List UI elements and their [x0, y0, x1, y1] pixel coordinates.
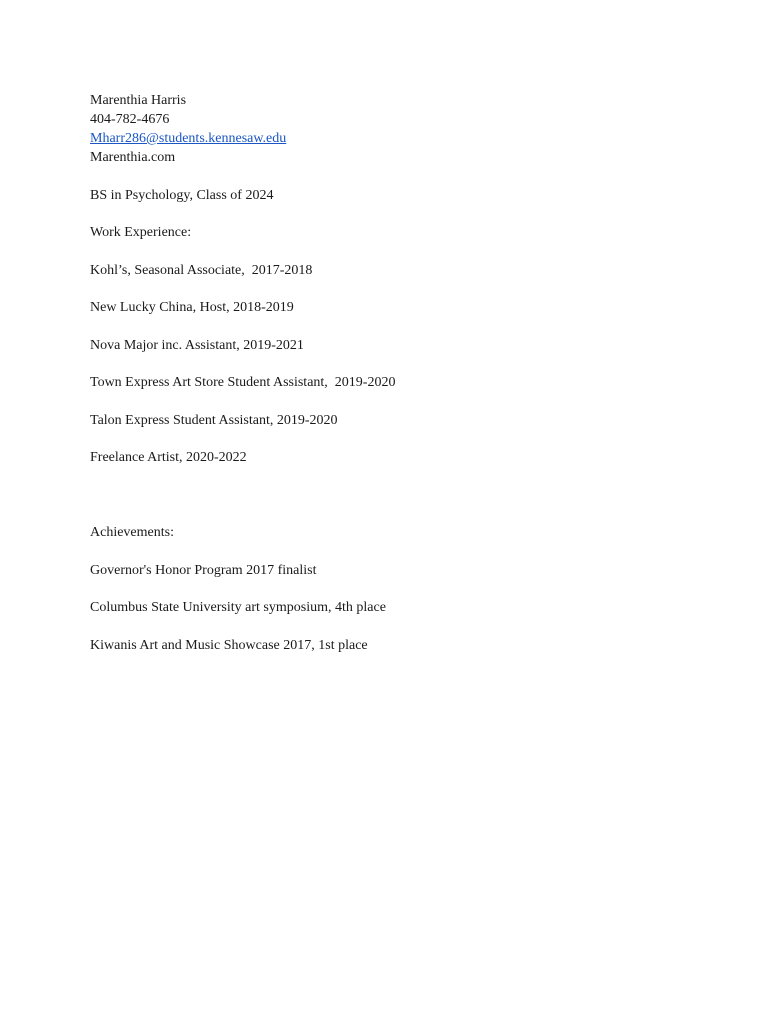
resume-body [90, 91, 690, 655]
work-item: Freelance Artist, 2020-2022 [90, 450, 247, 465]
work-item: Nova Major inc. Assistant, 2019-2021 [90, 337, 304, 353]
work-experience-heading: Work Experience: [90, 225, 192, 240]
work-item: Talon Express Student Assistant, 2019-2020 [90, 412, 338, 428]
contact-website: Marenthia.com [90, 150, 176, 165]
work-experience-list [90, 261, 690, 468]
work-item: New Lucky China, Host, 2018-2019 [90, 300, 294, 315]
work-item: Kohl’s, Seasonal Associate, 2017-2018 [90, 262, 313, 278]
education-line: BS in Psychology, Class of 2024 [90, 187, 274, 203]
achievement-item: Governor's Honor Program 2017 finalist [90, 562, 317, 578]
achievements-list [90, 561, 690, 655]
contact-email-link[interactable]: Mharr286@students.kennesaw.edu [90, 131, 287, 146]
contact-name: Marenthia Harris [90, 93, 187, 108]
contact-block [90, 91, 690, 167]
achievement-item: Columbus State University art symposium, 4th place [90, 600, 386, 615]
contact-phone: 404-782-4676 [90, 112, 170, 127]
work-item: Town Express Art Store Student Assistant, 2019-2020 [90, 375, 396, 390]
achievement-item: Kiwanis Art and Music Showcase 2017, 1st place [90, 637, 368, 653]
achievements-heading: Achievements: [90, 525, 174, 540]
